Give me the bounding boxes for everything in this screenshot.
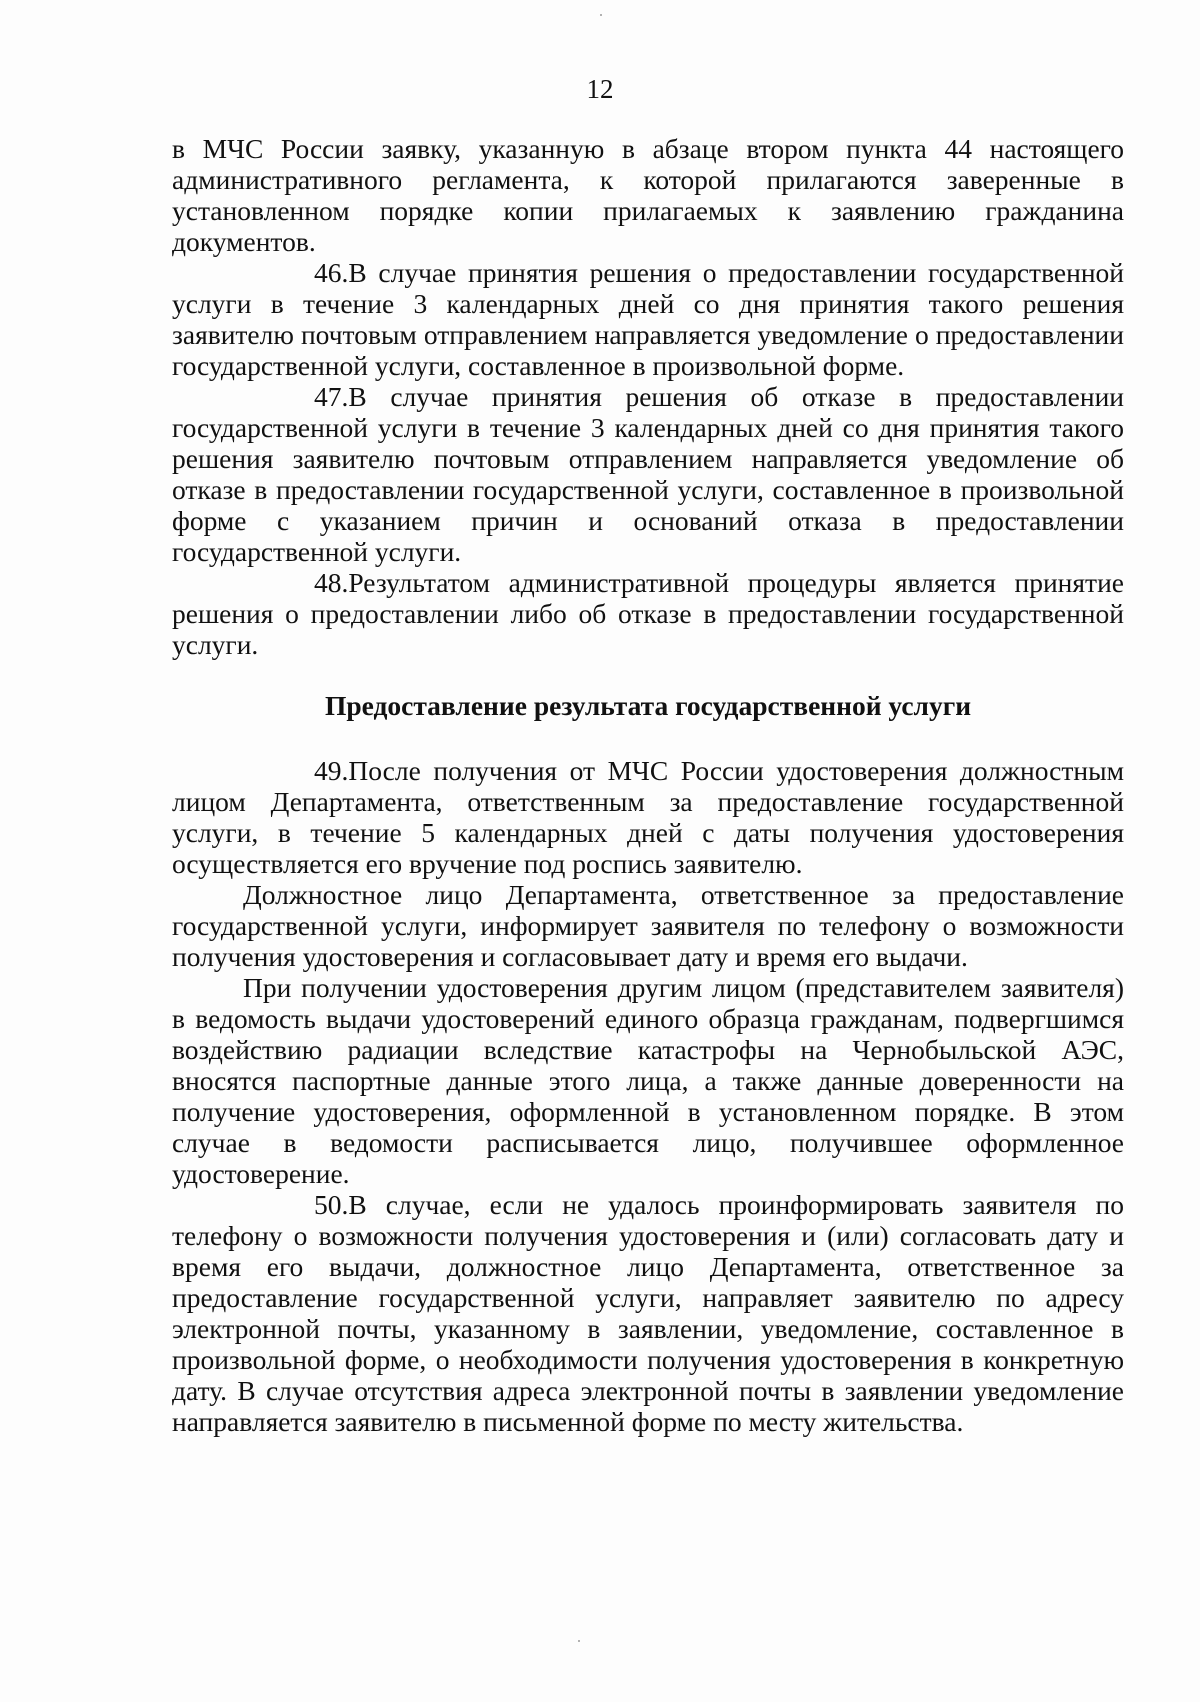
continuation-paragraph: в МЧС России заявку, указанную в абзаце втором пункта 44 настоящего административного регламента, к которой прилагаются заверенные в установленном порядке копии прилагаемых к заявлению гражданина документов. <box>172 133 1124 257</box>
document-body <box>172 133 1124 1437</box>
item-48-text: Результатом административной процедуры является принятие решения о предоставлении либо об отказе в предоставлении государственной услуги. <box>172 567 1124 660</box>
item-49-text: После получения от МЧС России удостоверения должностным лицом Департамента, ответственным за предоставление государственной услуги, в течение 5 календарных дней с даты получения удостоверения осуществляется его вручение под роспись заявителю. <box>172 755 1124 879</box>
section-heading: Предоставление результата государственной услуги <box>324 690 972 721</box>
item-46-paragraph <box>172 257 1124 381</box>
item-49-paragraph <box>172 755 1124 879</box>
page-number: 12 <box>586 74 614 104</box>
item-48-paragraph <box>172 567 1124 660</box>
item-50-number: 50. <box>314 1189 349 1220</box>
item-50-text: В случае, если не удалось проинформировать заявителя по телефону о возможности получения удостоверения и (или) согласовать дату и время его выдачи, должностное лицо Департамента, ответственное за предоставление государственной услуги, направляет заявителю по адресу электронной почты, указанному в заявлении, уведомление, составленное в произвольной форме, о необходимости получения удостоверения в конкретную дату. В случае отсутствия адреса электронной почты в заявлении уведомление направляется заявителю в письменной форме по месту жительства. <box>172 1189 1124 1437</box>
official-paragraph: Должностное лицо Департамента, ответственное за предоставление государственной услуги, информирует заявителя по телефону о возможности получения удостоверения и согласовывает дату и время его выдачи. <box>172 879 1124 972</box>
item-47-number: 47. <box>314 381 349 412</box>
scan-speck-bottom <box>578 1640 580 1642</box>
scan-speck-top <box>600 14 602 16</box>
item-47-paragraph <box>172 381 1124 567</box>
item-49-number: 49. <box>314 755 349 786</box>
item-47-text: В случае принятия решения об отказе в предоставлении государственной услуги в течение 3 календарных дней со дня принятия такого решения заявителю почтовым отправлением направляется уведомление об отказе в предоставлении государственной услуги, составленное в произвольной форме с указанием причин и оснований отказа в предоставлении государственной услуги. <box>172 381 1124 567</box>
representative-paragraph: При получении удостоверения другим лицом (представителем заявителя) в ведомость выдачи удостоверений единого образца гражданам, подвергшимся воздействию радиации вследствие катастрофы на Чернобыльской АЭС, вносятся паспортные данные этого лица, а также данные доверенности на получение удостоверения, оформленной в установленном порядке. В этом случае в ведомости расписывается лицо, получившее оформленное удостоверение. <box>172 972 1124 1189</box>
item-50-paragraph <box>172 1189 1124 1437</box>
item-46-text: В случае принятия решения о предоставлении государственной услуги в течение 3 календарных дней со дня принятия такого решения заявителю почтовым отправлением направляется уведомление о предоставлении государственной услуги, составленное в произвольной форме. <box>172 257 1124 381</box>
item-46-number: 46. <box>314 257 349 288</box>
item-48-number: 48. <box>314 567 349 598</box>
